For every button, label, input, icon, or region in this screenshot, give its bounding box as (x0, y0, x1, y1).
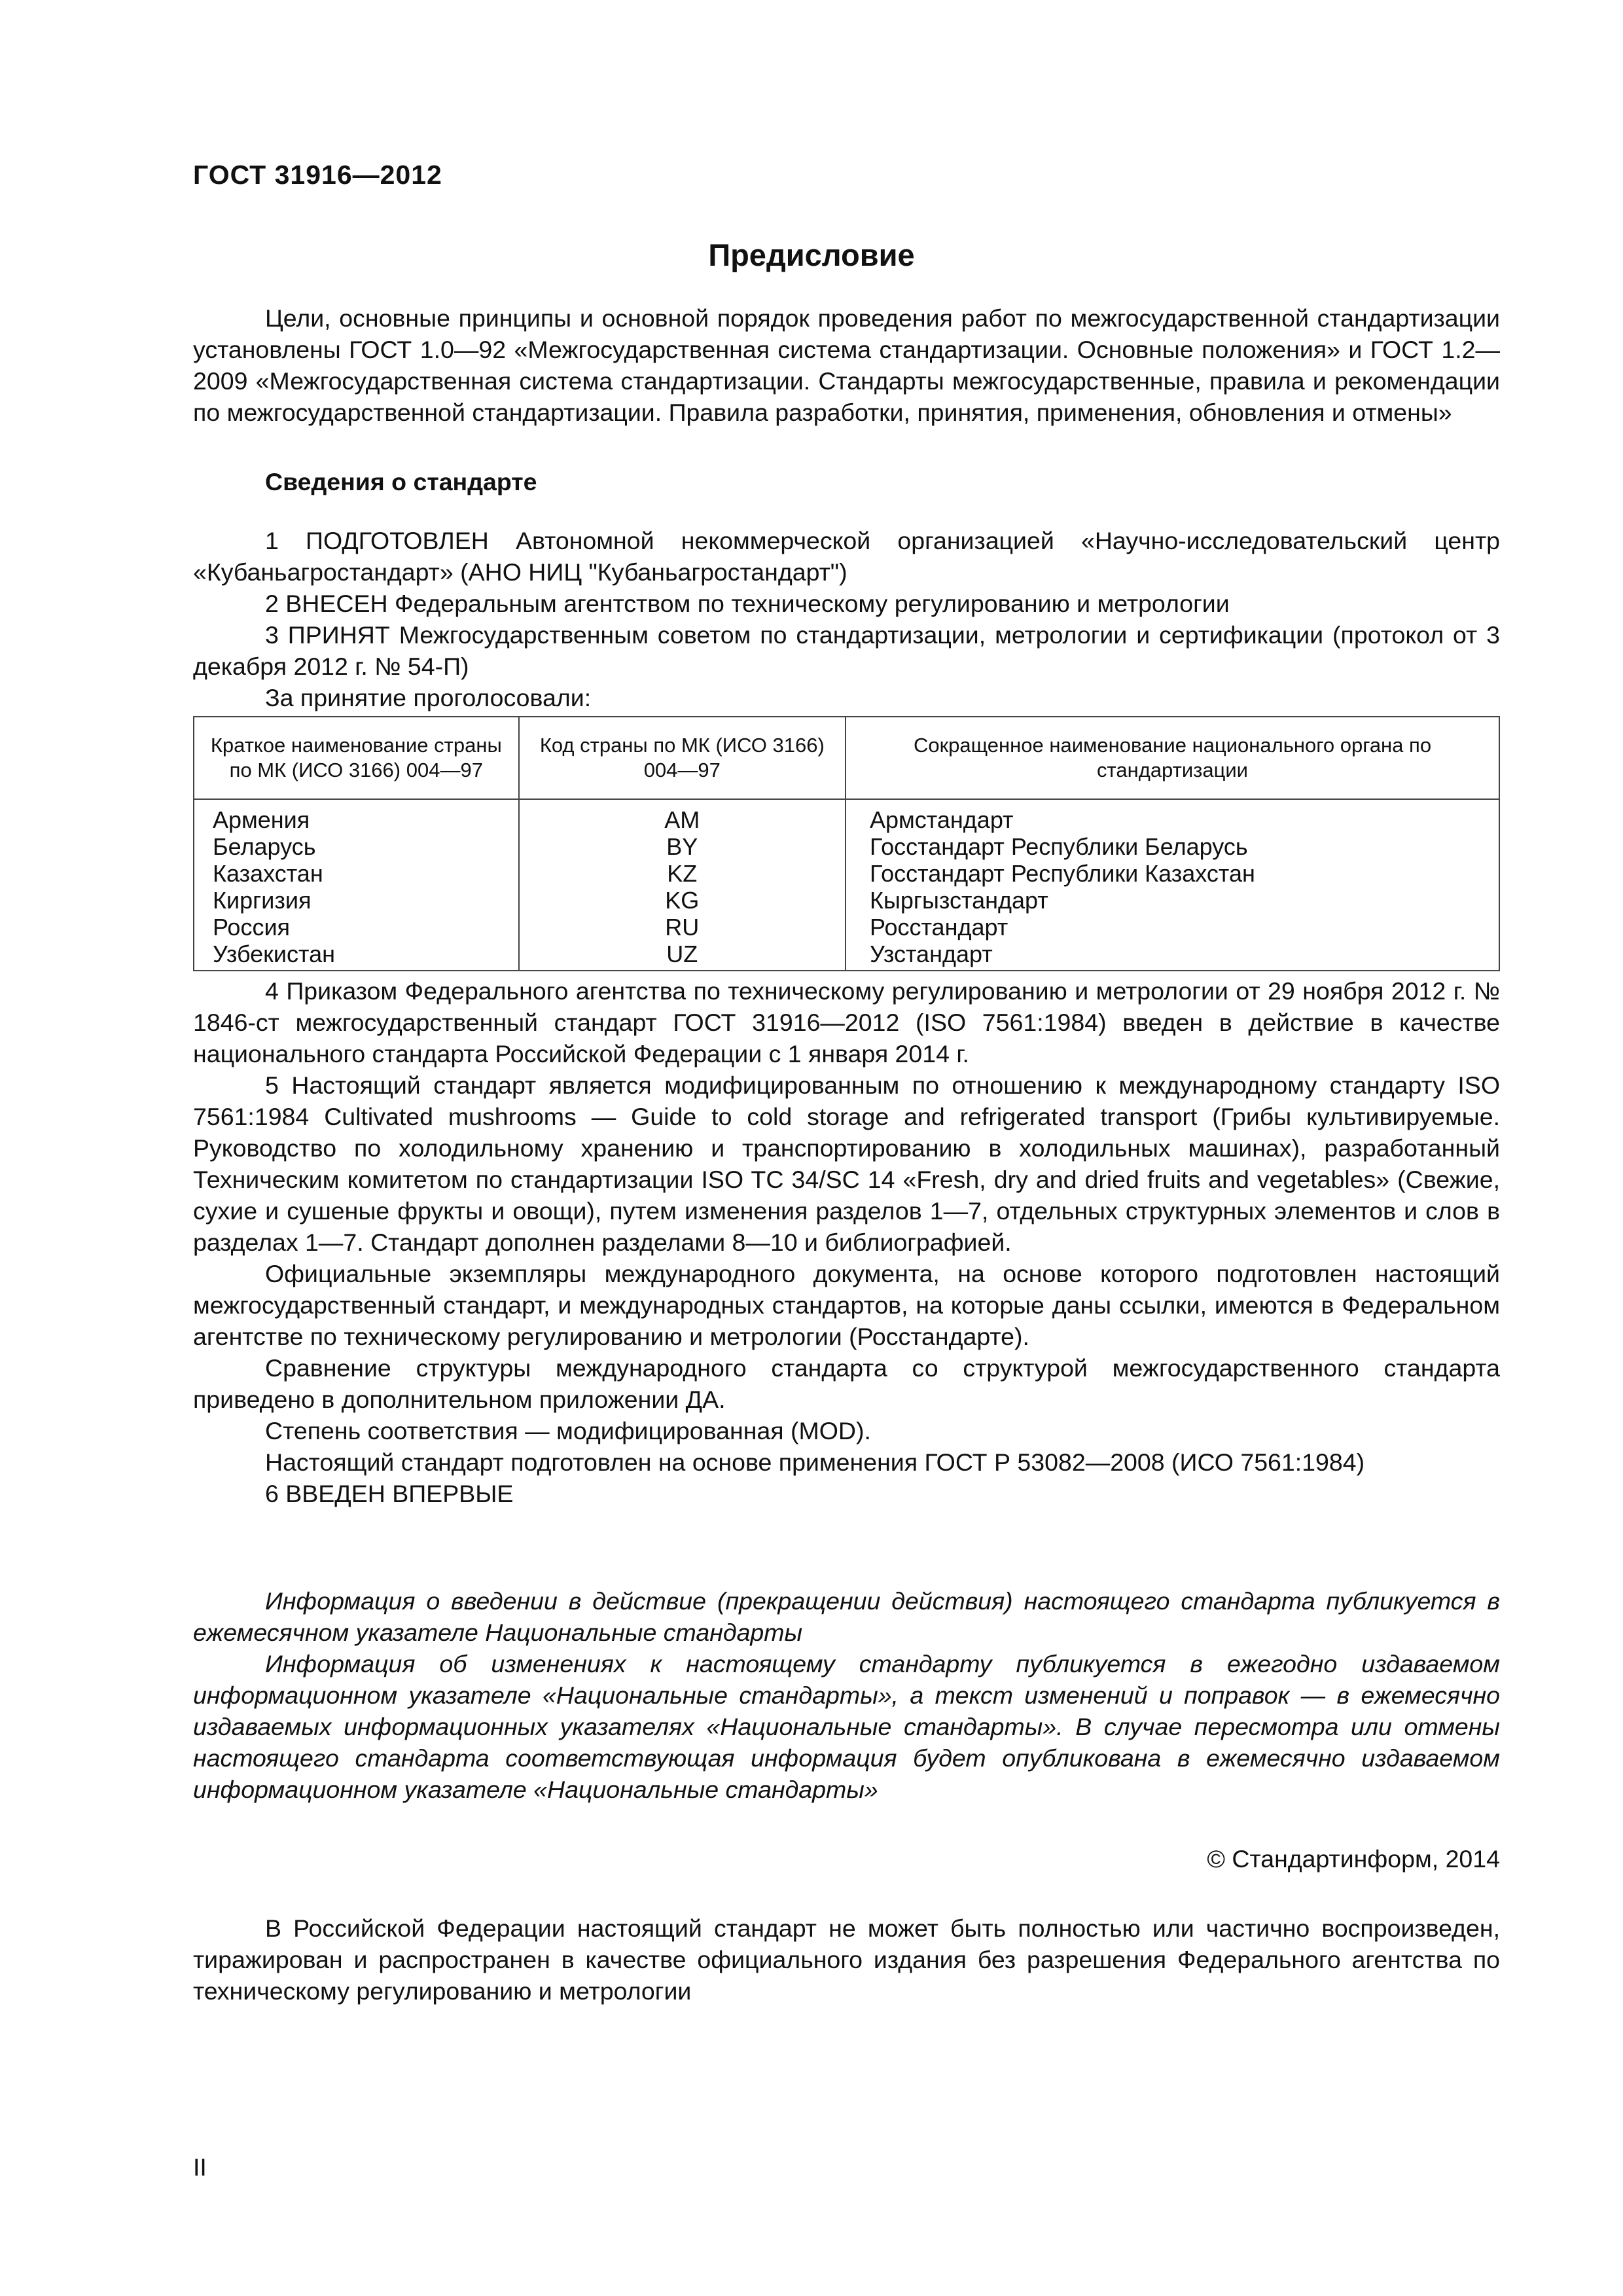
cell-country: Армения (194, 799, 519, 833)
cell-body: Госстандарт Республики Казахстан (846, 860, 1499, 887)
degree-paragraph: Степень соответствия — модифицированная (MOD). (265, 1417, 871, 1444)
item-adopted: 3 ПРИНЯТ Межгосударственным советом по стандартизации, метрологии и сертификации (протокол от 3 декабря 2012 г. № 54-П) (193, 621, 1500, 680)
table-row (194, 941, 1499, 971)
cell-code: KG (519, 887, 846, 914)
cell-code: BY (519, 833, 846, 860)
main-content (193, 302, 1500, 2007)
intro-paragraph: Цели, основные принципы и основной порядок проведения работ по межгосударственной стандартизации установлены ГОСТ 1.0—92 «Межгосударственная система стандартизации. Основные положения» и ГОСТ 1.2—2009 «Межгосударственная система стандартизации. Стандарты межгосударственные, правила и рекомендации по межгосударственной стандартизации. Правила разработки, принятия, применения, обновления и отмены» (193, 304, 1500, 426)
member-countries-table (193, 716, 1500, 971)
cell-code: UZ (519, 941, 846, 971)
cell-country: Беларусь (194, 833, 519, 860)
notice-changes: Информация об изменениях к настоящему стандарту публикуется в ежегодно издаваемом информационном указателе «Национальные стандарты», а текст изменений и поправок — в ежемесячно издаваемых информационных указателях «Национальные стандарты». В случае пересмотра или отмены настоящего стандарта соответствующая информация будет опубликована в ежемесячно издаваемом информационном указателе «Национальные стандарты» (193, 1650, 1500, 1803)
cell-country: Казахстан (194, 860, 519, 887)
cell-country: Россия (194, 914, 519, 941)
item-enacted: 4 Приказом Федерального агентства по техническому регулированию и метрологии от 29 ноября 2012 г. № 1846-ст межгосударственный стандарт ГОСТ 31916—2012 (ISO 7561:1984) введен в действие в качестве национального стандарта Российской Федерации с 1 января 2014 г. (193, 977, 1500, 1067)
column-header-code: Код страны по МК (ИСО 3166) 004—97 (519, 717, 846, 799)
info-heading: Сведения о стандарте (265, 468, 537, 495)
item-introduced-first: 6 ВВЕДЕН ВПЕРВЫЕ (265, 1480, 514, 1507)
column-header-country: Краткое наименование страны по МК (ИСО 3166) 004—97 (194, 717, 519, 799)
table-row (194, 860, 1499, 887)
copyright-line: © Стандартинформ, 2014 (1207, 1845, 1500, 1873)
table-row (194, 914, 1499, 941)
cell-country: Узбекистан (194, 941, 519, 971)
page-title: Предисловие (708, 238, 915, 272)
cell-body: Узстандарт (846, 941, 1499, 971)
table-row (194, 799, 1499, 833)
cell-body: Армстандарт (846, 799, 1499, 833)
page-number: II (193, 2153, 207, 2181)
cell-body: Госстандарт Республики Беларусь (846, 833, 1499, 860)
cell-code: AM (519, 799, 846, 833)
item-modified: 5 Настоящий стандарт является модифицированным по отношению к международному стандарту ISO 7561:1984 Cultivated mushrooms — Guide to cold storage and refrigerated transport (Грибы культивируемые. Руководство по холодильному хранению и транспортированию в холодильных машинах), разработанный Техническим комитетом по стандартизации ISO TC 34/SC 14 «Fresh, dry and dried fruits and vegetables» (Свежие, сухие и сушеные фрукты и овощи), путем изменения разделов 1—7, отдельных структурных элементов и слов в разделах 1—7. Стандарт дополнен разделами 8—10 и библиографией. (193, 1071, 1500, 1256)
basis-paragraph: Настоящий стандарт подготовлен на основе применения ГОСТ Р 53082—2008 (ИСО 7561:1984) (265, 1448, 1365, 1476)
table-row (194, 833, 1499, 860)
column-header-body: Сокращенное наименование национального органа по стандартизации (846, 717, 1499, 799)
cell-code: RU (519, 914, 846, 941)
cell-body: Росстандарт (846, 914, 1499, 941)
cell-body: Кыргызстандарт (846, 887, 1499, 914)
table-header-row (194, 717, 1499, 799)
item-submitted: 2 ВНЕСЕН Федеральным агентством по техническому регулированию и метрологии (265, 590, 1230, 617)
official-copies-paragraph: Официальные экземпляры международного документа, на основе которого подготовлен настоящий межгосударственный стандарт, и международных стандартов, на которые даны ссылки, имеются в Федеральном агентстве по техническому регулированию и метрологии (Росстандарте). (193, 1260, 1500, 1350)
comparison-paragraph: Сравнение структуры международного стандарта со структурой межгосударственного стандарта приведено в дополнительном приложении ДА. (193, 1354, 1500, 1413)
cell-country: Киргизия (194, 887, 519, 914)
cell-code: KZ (519, 860, 846, 887)
rights-paragraph: В Российской Федерации настоящий стандарт не может быть полностью или частично воспроизведен, тиражирован и распространен в качестве официального издания без разрешения Федерального агентства по техническому регулированию и метрологии (193, 1914, 1500, 2005)
notice-introduction: Информация о введении в действие (прекращении действия) настоящего стандарта публикуется в ежемесячном указателе Национальные стандарты (193, 1587, 1500, 1646)
table-row (194, 887, 1499, 914)
document-code-header: ГОСТ 31916—2012 (193, 160, 442, 190)
item-prepared: 1 ПОДГОТОВЛЕН Автономной некоммерческой организацией «Научно-исследовательский центр «Кубаньагростандарт» (АНО НИЦ "Кубаньагростандарт") (193, 527, 1500, 586)
voted-label: За принятие проголосовали: (265, 684, 592, 711)
